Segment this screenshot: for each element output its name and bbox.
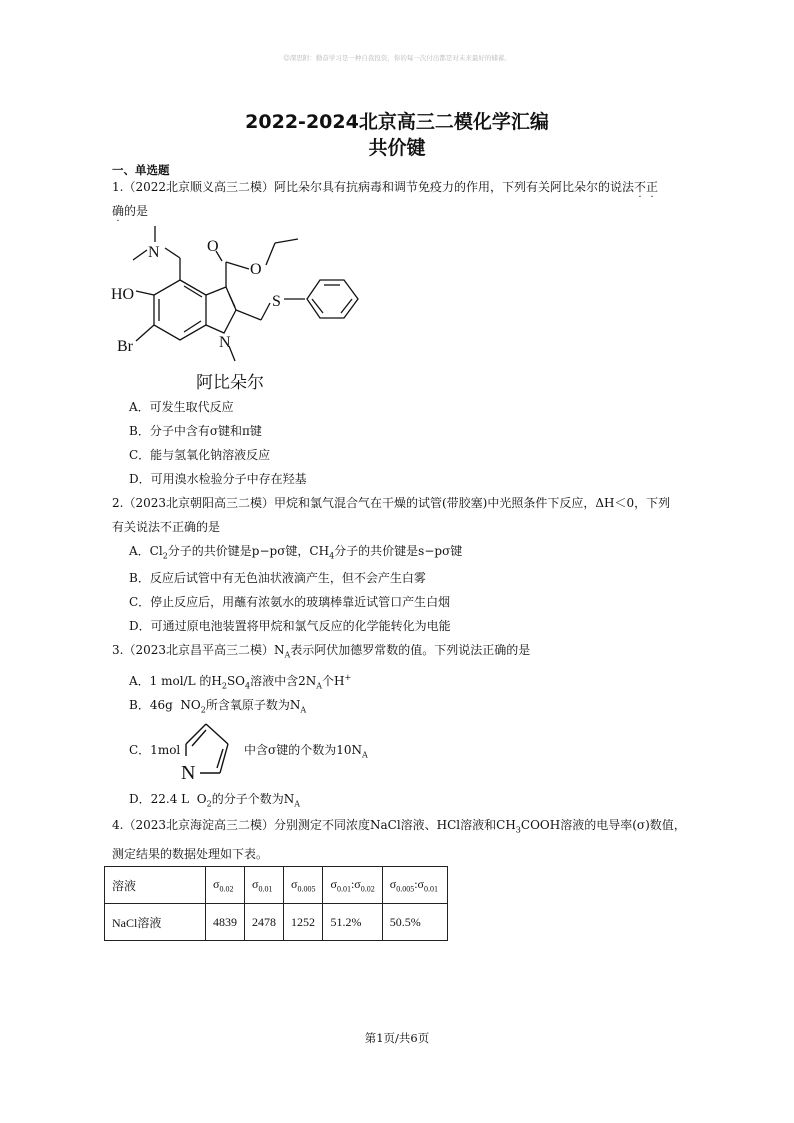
table-cell: 51.2% <box>323 904 382 941</box>
subscript: 3 <box>515 825 521 835</box>
question-2-text-end: 有关说法不正确的是 <box>112 520 221 534</box>
subscript: A <box>300 705 307 715</box>
sigma: σ <box>330 876 337 891</box>
sigma: σ <box>252 876 259 891</box>
table-header <box>382 867 447 904</box>
subscript: 4 <box>329 551 335 561</box>
table-cell: 1252 <box>284 904 323 941</box>
q3-option-d <box>129 787 300 816</box>
option-text: 分子的共价键是p−pσ键， <box>167 544 310 558</box>
option-text: C．1mol <box>129 743 181 757</box>
q2-option-b: B．反应后试管中有无色油状液滴产生，但不会产生白雾 <box>129 571 426 585</box>
page-title: 2022-2024北京高三二模化学汇编 <box>245 111 549 133</box>
n-atom: N <box>148 244 160 261</box>
formula-h: H <box>211 674 222 688</box>
watermark: ☺深思附：勤奋学习是一种自我投资，你的每一次付出都是对未来最好的储蓄。 <box>283 54 511 62</box>
table-header-row <box>105 867 448 904</box>
ring-n-atom: N <box>181 762 196 782</box>
subscript: 0.005 <box>297 884 316 894</box>
option-text: D．22.4 L <box>129 792 190 806</box>
emphasis-mark: 不 <box>634 180 647 194</box>
option-text: 分子的共价键是s−pσ键 <box>334 544 463 558</box>
table-header <box>323 867 382 904</box>
subscript: A <box>316 681 323 691</box>
sigma: σ <box>389 876 397 891</box>
n-ring-atom: N <box>219 334 231 351</box>
q1-option-d: D．可用溴水检验分子中存在羟基 <box>129 472 307 486</box>
table-row <box>105 904 448 941</box>
sigma: σ <box>213 876 220 891</box>
subscript: A <box>294 799 300 809</box>
option-text: 的分子个数为N <box>211 792 295 806</box>
option-text: A．1 mol/L 的 <box>129 674 212 688</box>
ho-group: HO <box>111 286 135 303</box>
q2-option-a <box>129 539 462 568</box>
subscript: 4 <box>245 681 251 691</box>
subscript: A <box>361 750 368 760</box>
question-4-text: COOH溶液的电导率(σ)数值， <box>520 818 686 832</box>
option-text: 个H <box>322 674 345 688</box>
option-text: B．46g <box>129 698 173 712</box>
sigma: :σ <box>350 876 361 891</box>
q2-option-d: D．可通过原电池装置将甲烷和氯气反应的化学能转化为电能 <box>129 619 451 633</box>
subscript: 0.01 <box>258 884 273 894</box>
q3-option-c-text <box>244 738 368 767</box>
table-cell: 4839 <box>206 904 245 941</box>
table-cell: NaCl溶液 <box>105 904 206 941</box>
sigma: :σ <box>414 876 425 891</box>
formula-ch: CH <box>309 544 330 558</box>
section-heading: 一、单选题 <box>112 163 170 177</box>
subscript: A <box>284 650 291 660</box>
table-header <box>284 867 323 904</box>
arbidol-structure <box>108 220 378 398</box>
ester-oxygen: O <box>250 261 262 278</box>
formula-cl: Cl <box>149 544 163 558</box>
subscript: 2 <box>200 705 206 715</box>
q1-option-a: A．可发生取代反应 <box>129 400 234 414</box>
question-4 <box>112 813 692 866</box>
option-text: 所含氧原子数为N <box>205 698 301 712</box>
subscript: 2 <box>206 799 212 809</box>
table-header <box>206 867 245 904</box>
subscript: 0.02 <box>360 884 375 894</box>
emphasis-mark: 确 <box>112 204 125 218</box>
table-header: 溶液 <box>105 867 206 904</box>
q1-option-b: B．分子中含有σ键和π键 <box>129 424 262 438</box>
subscript: 0.02 <box>219 884 234 894</box>
subscript: 0.005 <box>396 884 415 894</box>
superscript: + <box>344 673 352 682</box>
formula-o: O <box>196 792 207 806</box>
subscript: 2 <box>221 681 227 691</box>
question-1-text: 1.（2022北京顺义高三二模）阿比朵尔具有抗病毒和调节免疫力的作用，下列有关阿比朵尔的说法 <box>112 180 634 194</box>
symbol-na: N <box>274 643 285 657</box>
question-4-text-end: 测定结果的数据处理如下表。 <box>112 847 269 862</box>
question-3-source: 3.（2023北京昌平高三二模） <box>112 643 274 657</box>
option-text: 溶液中含2N <box>250 674 317 688</box>
question-3 <box>112 638 692 667</box>
subscript: 0.01 <box>424 884 439 894</box>
question-2 <box>112 491 692 539</box>
structure-name: 阿比朵尔 <box>196 373 264 392</box>
option-label: A． <box>129 544 150 558</box>
q1-option-c: C．能与氢氧化钠溶液反应 <box>129 448 271 462</box>
data-table <box>104 866 448 941</box>
formula-so: SO <box>226 674 246 688</box>
br-atom: Br <box>117 338 133 355</box>
formula-no: NO <box>180 698 201 712</box>
q3-option-c <box>129 738 180 762</box>
option-text: 中含σ键的个数为10N <box>244 743 362 757</box>
sulfur-atom: S <box>272 293 281 310</box>
emphasis-mark: 正 <box>646 180 659 194</box>
question-3-text: 表示阿伏加德罗常数的值。下列说法正确的是 <box>290 643 531 657</box>
table-cell: 2478 <box>245 904 284 941</box>
carbonyl-oxygen: O <box>207 238 219 255</box>
sigma: σ <box>291 876 298 891</box>
subscript: 2 <box>162 551 168 561</box>
table-header <box>245 867 284 904</box>
question-2-text: 2.（2023北京朝阳高三二模）甲烷和氯气混合气在干燥的试管(带胶塞)中光照条件下反应，ΔH＜0，下列 <box>112 496 671 510</box>
question-4-text: 4.（2023北京海淀高三二模）分别测定不同浓度NaCl溶液、HCl溶液和CH <box>112 818 516 832</box>
q2-option-c: C．停止反应后，用蘸有浓氨水的玻璃棒靠近试管口产生白烟 <box>129 595 451 609</box>
table-cell: 50.5% <box>382 904 447 941</box>
pyrrole-ring <box>176 716 240 782</box>
subscript: 0.01 <box>336 884 351 894</box>
question-1-text-end: 的是 <box>124 204 149 218</box>
page-footer: 第1页/共6页 <box>364 1031 430 1045</box>
page-subtitle: 共价键 <box>368 137 426 159</box>
question-1 <box>112 175 692 223</box>
